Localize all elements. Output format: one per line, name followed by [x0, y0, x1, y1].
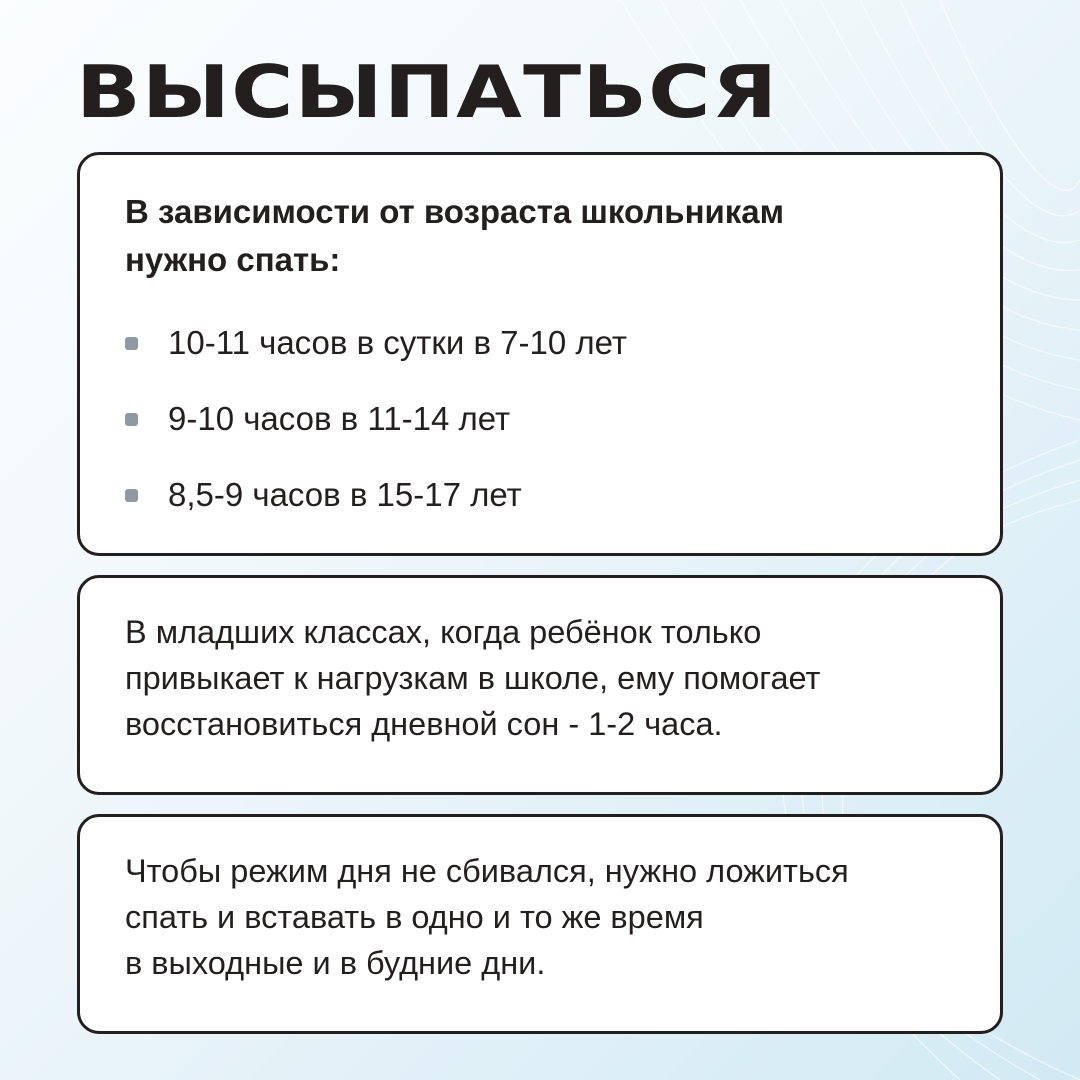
daytime-nap-card — [77, 575, 1003, 795]
text-line: Чтобы режим дня не сбивался, нужно ложиться — [125, 853, 849, 889]
text-line: спать и вставать в одно и то же время — [125, 899, 704, 935]
text-line: восстановиться дневной сон - 1-2 часа. — [125, 706, 723, 742]
sleep-duration-list — [125, 305, 945, 533]
text-line: в выходные и в будние дни. — [125, 945, 546, 981]
list-item-text: 9-10 часов в 11-14 лет — [168, 400, 511, 437]
bullet-square-icon — [125, 337, 138, 350]
bullet-square-icon — [125, 413, 138, 426]
intro-line: нужно спать: — [125, 241, 341, 278]
intro-line: В зависимости от возраста школьникам — [125, 193, 785, 230]
sleep-schedule-text — [125, 848, 975, 986]
daytime-nap-text — [125, 609, 975, 747]
page-title: ВЫСЫПАТЬСЯ — [76, 50, 779, 134]
list-item — [125, 457, 945, 533]
text-line: В младших классах, когда ребёнок только — [125, 614, 762, 650]
list-item — [125, 381, 945, 457]
sleep-duration-card — [77, 152, 1003, 556]
list-item-text: 8,5-9 часов в 15-17 лет — [168, 476, 522, 513]
sleep-schedule-card — [77, 814, 1003, 1034]
list-item-text: 10-11 часов в сутки в 7-10 лет — [168, 324, 627, 361]
list-item — [125, 305, 945, 381]
bullet-square-icon — [125, 489, 138, 502]
sleep-duration-intro — [125, 188, 945, 284]
text-line: привыкает к нагрузкам в школе, ему помогает — [125, 660, 821, 696]
